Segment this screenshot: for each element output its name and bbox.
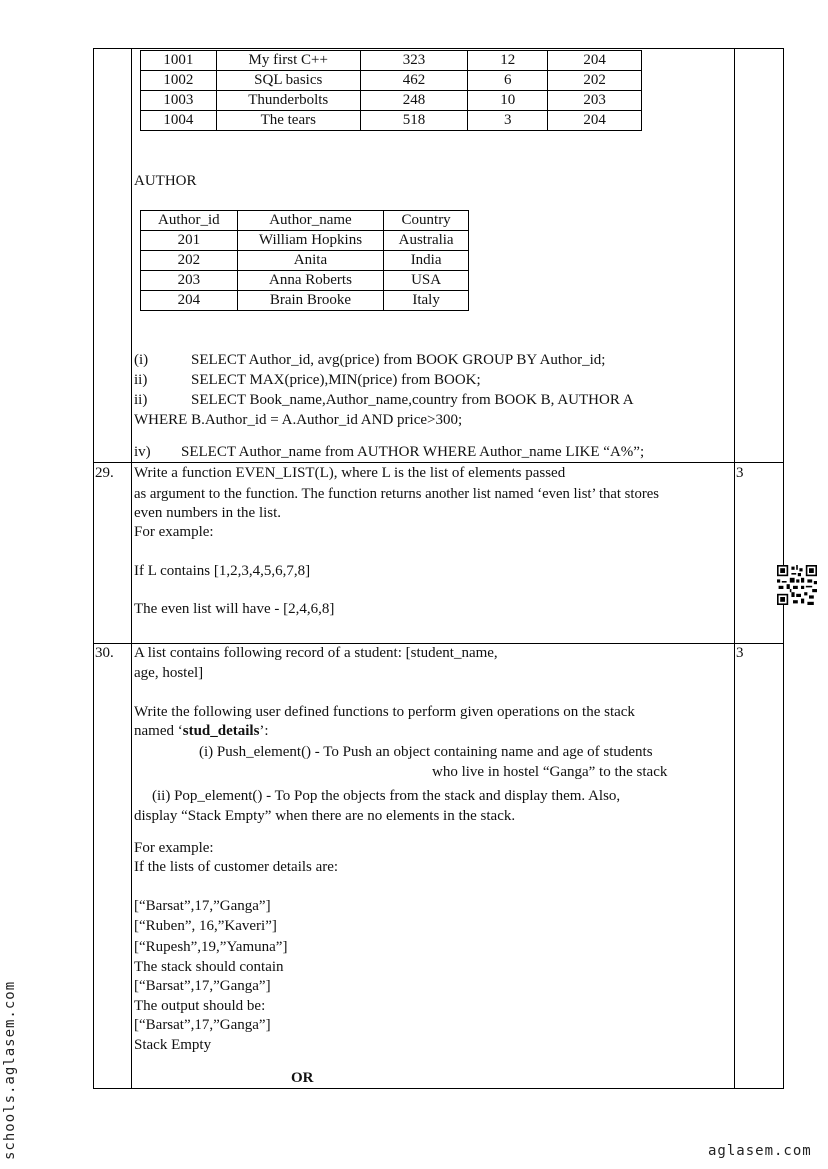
frame-bottom [93, 1088, 784, 1089]
table-cell: 1004 [141, 111, 217, 131]
table-cell: 201 [141, 231, 238, 251]
column-header: Author_name [237, 211, 383, 231]
table-cell: Brain Brooke [237, 291, 383, 311]
table-cell: 3 [468, 111, 548, 131]
question-29-line: If L contains [1,2,3,4,5,6,7,8] [134, 563, 311, 579]
table-row [141, 51, 642, 71]
example-line: For example: [134, 840, 214, 856]
table-cell: 204 [141, 291, 238, 311]
question-30-line: age, hostel] [134, 665, 204, 681]
query-3-number: ii) [134, 392, 148, 408]
question-30-stack-name [134, 723, 269, 740]
column-header: Author_id [141, 211, 238, 231]
or-separator: OR [291, 1070, 314, 1086]
table-cell: Australia [384, 231, 469, 251]
table-cell: 1001 [141, 51, 217, 71]
question-29-marks: 3 [736, 465, 744, 481]
table-cell: 1003 [141, 91, 217, 111]
qr-code-icon [777, 565, 817, 605]
example-line: The stack should contain [134, 959, 284, 975]
table-row [141, 91, 642, 111]
record-line: [“Barsat”,17,”Ganga”] [134, 978, 271, 994]
table-cell: 202 [141, 251, 238, 271]
push-element-line: (i) Push_element() - To Push an object containing name and age of students [199, 744, 653, 760]
question-30-line: A list contains following record of a student: [student_name, [134, 645, 498, 661]
table-cell: 10 [468, 91, 548, 111]
author-table-label: AUTHOR [134, 173, 197, 189]
question-29-line: as argument to the function. The function returns another list named ‘even list’ that stores [134, 486, 659, 502]
table-row [141, 271, 469, 291]
query-4-text: SELECT Author_name from AUTHOR WHERE Author_name LIKE “A%”; [181, 444, 645, 460]
question-29-line: For example: [134, 524, 214, 540]
book-table [140, 50, 642, 131]
frame-col2 [734, 48, 735, 1089]
table-cell: 202 [548, 71, 642, 91]
question-30-marks: 3 [736, 645, 744, 661]
pop-element-line: (ii) Pop_element() - To Pop the objects from the stack and display them. Also, [152, 788, 621, 804]
table-row [141, 111, 642, 131]
table-row [141, 251, 469, 271]
query-2-text: SELECT MAX(price),MIN(price) from BOOK; [191, 372, 481, 388]
stack-name-suffix: ’: [259, 723, 269, 739]
query-2-number: ii) [134, 372, 148, 388]
record-line: [“Rupesh”,19,”Yamuna”] [134, 939, 288, 955]
query-1-number: (i) [134, 352, 149, 368]
example-line: If the lists of customer details are: [134, 859, 339, 875]
stack-name-prefix: named ‘ [134, 723, 183, 739]
frame-top [93, 48, 784, 49]
table-cell: India [384, 251, 469, 271]
question-30-number: 30. [95, 645, 114, 661]
table-header-row [141, 211, 469, 231]
table-cell: My first C++ [216, 51, 360, 71]
bottom-watermark: aglasem.com [708, 1143, 812, 1159]
query-3-text: SELECT Book_name,Author_name,country from BOOK B, AUTHOR A [191, 392, 634, 408]
stack-name-bold: stud_details [182, 723, 260, 739]
table-cell: USA [384, 271, 469, 291]
row-divider-30 [93, 643, 784, 644]
row-divider-29 [93, 462, 784, 463]
table-cell: 6 [468, 71, 548, 91]
table-cell: 203 [548, 91, 642, 111]
column-header: Country [384, 211, 469, 231]
table-cell: William Hopkins [237, 231, 383, 251]
author-table [140, 210, 469, 311]
record-line: [“Barsat”,17,”Ganga”] [134, 898, 271, 914]
table-cell: Anna Roberts [237, 271, 383, 291]
query-1-text: SELECT Author_id, avg(price) from BOOK GROUP BY Author_id; [191, 352, 606, 368]
table-cell: 203 [141, 271, 238, 291]
example-line: Stack Empty [134, 1037, 212, 1053]
question-29-line: even numbers in the list. [134, 505, 282, 521]
question-29-number: 29. [95, 465, 114, 481]
table-cell: The tears [216, 111, 360, 131]
frame-left [93, 48, 94, 1089]
table-cell: Thunderbolts [216, 91, 360, 111]
table-cell: 12 [468, 51, 548, 71]
table-cell: 204 [548, 51, 642, 71]
side-watermark: schools.aglasem.com [2, 980, 18, 1160]
frame-col1 [131, 48, 132, 1089]
record-line: [“Ruben”, 16,”Kaveri”] [134, 918, 277, 934]
table-row [141, 231, 469, 251]
question-30-line: Write the following user defined functions to perform given operations on the stack [134, 704, 635, 720]
table-cell: 248 [360, 91, 468, 111]
table-row [141, 71, 642, 91]
query-3-continuation: WHERE B.Author_id = A.Author_id AND price>300; [134, 412, 463, 428]
question-29-line: Write a function EVEN_LIST(L), where L is the list of elements passed [134, 465, 566, 481]
table-cell: 1002 [141, 71, 217, 91]
push-element-line: who live in hostel “Ganga” to the stack [432, 764, 668, 780]
table-cell: 518 [360, 111, 468, 131]
table-cell: 462 [360, 71, 468, 91]
table-cell: SQL basics [216, 71, 360, 91]
table-row [141, 291, 469, 311]
question-29-line: The even list will have - [2,4,6,8] [134, 601, 335, 617]
example-line: The output should be: [134, 998, 266, 1014]
table-cell: 204 [548, 111, 642, 131]
table-cell: 323 [360, 51, 468, 71]
query-4-number: iv) [134, 444, 151, 460]
table-cell: Anita [237, 251, 383, 271]
pop-element-line: display “Stack Empty” when there are no elements in the stack. [134, 808, 516, 824]
table-cell: Italy [384, 291, 469, 311]
record-line: [“Barsat”,17,”Ganga”] [134, 1017, 271, 1033]
